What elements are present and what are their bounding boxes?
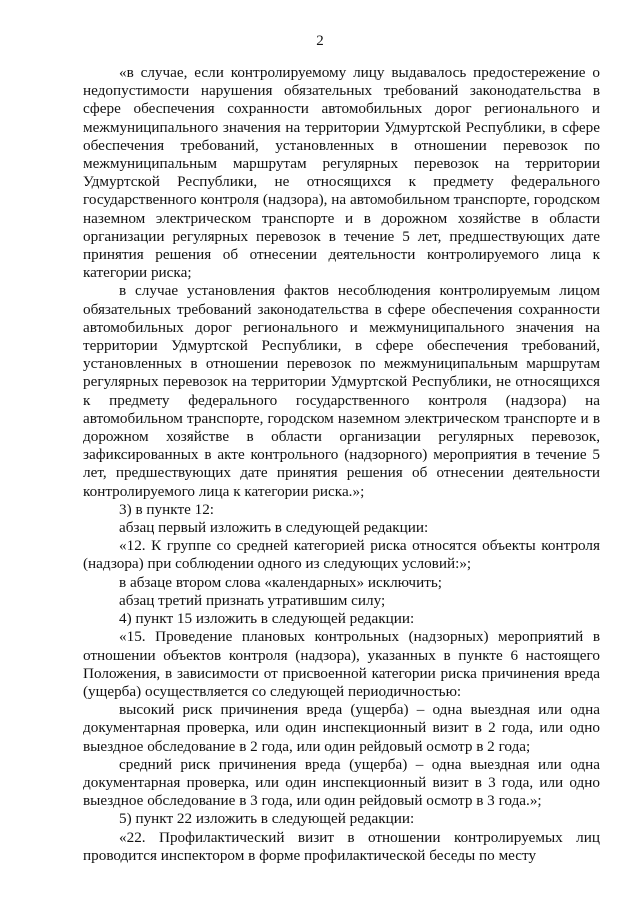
paragraph-10: высокий риск причинения вреда (ущерба) – одна выездная или одна документарная проверка, или один инспекционный визит в 2 года, или одно выездное обследование в 2 года, или один рейдовый осмотр в 2 года; (83, 701, 600, 755)
paragraph-1: «в случае, если контролируемому лицу выдавалось предостережение о недопустимости нарушения обязательных требований законодательства в сфере обеспечения сохранности автомобильных дорог регионального и межмуниципального значения на территории Удмуртской Республики, в сфере обеспечения требований, установленных в отношении перевозок по межмуниципальным маршрутам регулярных перевозок на территории Удмуртской Республики, не относящихся к предмету федерального государственного контроля (надзора), на автомобильном транспорте, городском наземном электрическом транспорте и в дорожном хозяйстве в области организации регулярных перевозок в течение 5 лет, предшествующих дате принятия решения об отнесении деятельности контролируемого лица к категории риска; (83, 64, 600, 282)
paragraph-11: средний риск причинения вреда (ущерба) – одна выездная или одна документарная проверка, или один инспекционный визит в 3 года, или одно выездное обследование в 3 года, или один рейдовый осмотр в 3 года.»; (83, 755, 600, 810)
page-number: 2 (316, 33, 324, 49)
paragraph-6: в абзаце втором слова «календарных» исключить; (119, 573, 442, 591)
paragraph-2: в случае установления фактов несоблюдения контролируемым лицом обязательных требований законодательства в сфере обеспечения сохранности автомобильных дорог регионального и межмуниципального значения на территории Удмуртской Республики, в сфере обеспечения требований, установленных в отношении перевозок по межмуниципальным маршрутам регулярных перевозок на территории Удмуртской Республики, не относящихся к предмету федерального государственного контроля (надзора) на автомобильном транспорте, городском наземном электрическом транспорте и в дорожном хозяйстве в области организации регулярных перевозок, зафиксированных в акте контрольного (надзорного) мероприятия в течение 5 лет, предшествующих дате принятия решения об отнесении деятельности контролируемого лица к категории риска.»; (83, 282, 600, 500)
paragraph-4: абзац первый изложить в следующей редакции: (119, 519, 429, 537)
paragraph-7: абзац третий признать утратившим силу; (119, 591, 386, 609)
document-body (83, 64, 600, 865)
paragraph-12: 5) пункт 22 изложить в следующей редакции: (119, 810, 415, 828)
paragraph-13: «22. Профилактический визит в отношении контролируемых лиц проводится инспектором в форме профилактической беседы по месту (83, 828, 600, 864)
paragraph-9: «15. Проведение плановых контрольных (надзорных) мероприятий в отношении объектов контроля (надзора), указанных в пункте 6 настоящего Положения, в зависимости от присвоенной категории риска причинения вреда (ущерба) осуществляется со следующей периодичностью: (83, 628, 600, 700)
paragraph-8: 4) пункт 15 изложить в следующей редакции: (119, 610, 415, 628)
paragraph-3: 3) в пункте 12: (119, 500, 215, 518)
paragraph-5: «12. К группе со средней категорией риска относятся объекты контроля (надзора) при соблюдении одного из следующих условий:»; (83, 537, 600, 573)
